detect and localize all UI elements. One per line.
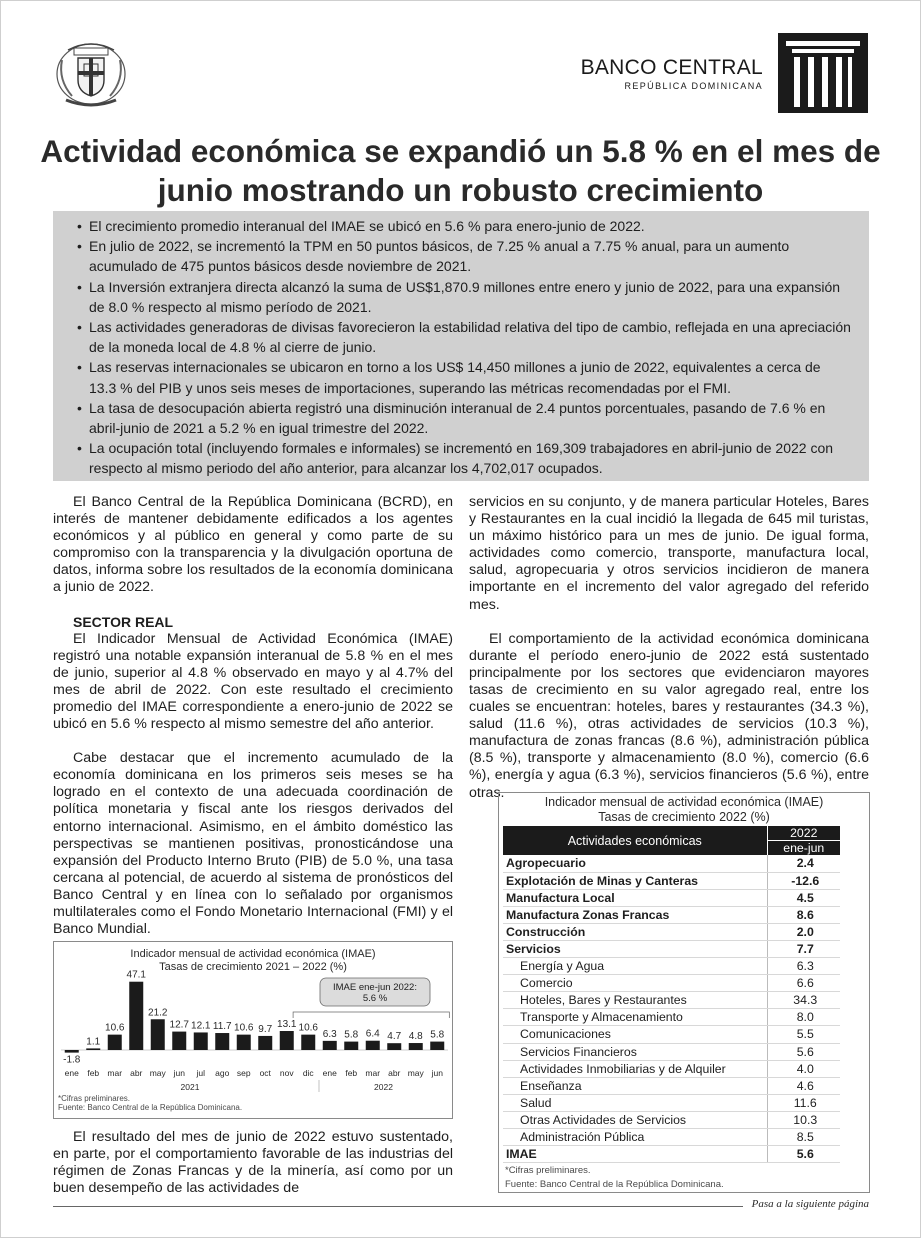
headline: Actividad económica se expandió un 5.8 % en el mes de junio mostrando un robusto crecimiento <box>40 133 881 208</box>
activity-value: 2.0 <box>767 923 840 940</box>
chart-title: Indicador mensual de actividad económica (IMAE) <box>130 948 376 960</box>
activity-name: Servicios Financieros <box>503 1043 767 1060</box>
table-row <box>503 1077 840 1094</box>
left-column-bottom <box>53 1129 453 1197</box>
chart-category-label: sep <box>236 1068 251 1078</box>
footer-rule <box>53 1206 743 1207</box>
chart-value-label: 10.6 <box>298 1022 318 1034</box>
chart-category-label: jul <box>196 1068 206 1078</box>
chart-bar <box>194 1032 208 1050</box>
activity-value: 4.6 <box>767 1077 840 1094</box>
highlight-item: • La ocupación total (incluyendo formales e informales) se incrementó en 169,309 trabajadores en abril-junio de 2022 con respecto al mismo periodo del año anterior, para alcanzar los 4,702,017 ocupados. <box>77 438 851 478</box>
chart-category-label: ago <box>215 1068 230 1078</box>
section-heading: SECTOR REAL <box>73 613 174 630</box>
chart-value-label: 6.3 <box>322 1028 337 1040</box>
table-subtitle: Tasas de crecimiento 2022 (%) <box>598 809 770 824</box>
chart-value-label: 47.1 <box>126 969 146 981</box>
chart-category-label: jun <box>431 1068 443 1078</box>
table-row <box>503 1129 840 1146</box>
chart-category-label: feb <box>345 1068 358 1078</box>
activity-name: Agropecuario <box>503 855 767 872</box>
chart-category-label: ene <box>64 1068 79 1078</box>
sectors-paragraph: El comportamiento de la actividad económica dominicana durante el período enero-junio de 2022 está sustentado principalmente por los sectores que evidenciaron mayores tasas de crecimiento en su valor agregado real, entre los cuales se encuentran: hoteles, bares y restaurantes (34.3 %), salud (11.6 %), otras actividades de servicios (10.3 %), manufactura de zonas francas (8.6 %), administración pública (8.5 %), transporte y almacenamiento (8.0 %), comercio (6.6 %), energía y agua (6.3 %), servicios financieros (5.6 %), entre otras. <box>469 630 869 801</box>
table-row <box>503 1009 840 1026</box>
header-period: ene-jun <box>767 841 840 856</box>
chart-category-label: jun <box>173 1068 185 1078</box>
activity-name: Transporte y Almacenamiento <box>503 1009 767 1026</box>
activity-value: 4.5 <box>767 889 840 906</box>
chart-value-label: 10.6 <box>105 1022 125 1034</box>
table-title: Indicador mensual de actividad económica (IMAE) <box>544 795 824 809</box>
header-activity: Actividades económicas <box>503 826 767 855</box>
activity-value: 7.7 <box>767 940 840 957</box>
chart-bar <box>65 1050 79 1053</box>
chart-bar <box>86 1048 100 1050</box>
chart-note: *Cifras preliminares. <box>58 1094 131 1103</box>
intro-paragraph: El Banco Central de la República Dominicana (BCRD), en interés de mantener debidamente edificados a los agentes económicos y al público en general y como parte de su compromiso con la transparencia y la divulgación oportuna de datos, informa sobre los resultados de la economía dominicana a junio de 2022. <box>53 494 453 596</box>
chart-annotation-bracket <box>293 1012 449 1018</box>
chart-category-label: may <box>407 1068 424 1078</box>
highlight-item: • La Inversión extranjera directa alcanzó la suma de US$1,870.9 millones entre enero y junio de 2022, para una expansión de 8.0 % respecto al mismo período de 2021. <box>77 277 851 317</box>
chart-value-label: 11.7 <box>212 1021 232 1033</box>
table-row <box>503 855 840 872</box>
next-page-note: Pasa a la siguiente página <box>751 1198 869 1210</box>
highlights-box <box>53 211 869 481</box>
activity-name: Comercio <box>503 975 767 992</box>
activity-value: 8.5 <box>767 1129 840 1146</box>
activity-value: 8.6 <box>767 906 840 923</box>
chart-category-label: mar <box>365 1068 381 1078</box>
chart-value-label: 13.1 <box>277 1019 297 1031</box>
activity-name: Manufactura Local <box>503 889 767 906</box>
table-source: Fuente: Banco Central de la República Dominicana. <box>505 1178 724 1190</box>
chart-value-label: 21.2 <box>148 1007 168 1019</box>
brand-wordmark <box>581 57 763 91</box>
left-column-top <box>53 494 453 938</box>
activity-name: Administración Pública <box>503 1129 767 1146</box>
chart-category-label: oct <box>259 1068 271 1078</box>
table-row <box>503 889 840 906</box>
table-row <box>503 1026 840 1043</box>
activity-value: 5.6 <box>767 1146 840 1163</box>
highlight-item: • Las reservas internacionales se ubicaron en torno a los US$ 14,450 millones a junio de 2022, equivalentes a cerca de 13.3 % del PIB y unos seis meses de importaciones, superando las métricas recomendadas por el FMI. <box>77 357 851 397</box>
highlight-item: • Las actividades generadoras de divisas favorecieron la estabilidad relativa del tipo de cambio, reflejada en una apreciación de la moneda local de 4.8 % al cierre de junio. <box>77 317 851 357</box>
activity-name: Enseñanza <box>503 1077 767 1094</box>
continued-paragraph: servicios en su conjunto, y de manera particular Hoteles, Bares y Restaurantes en la cual incidió la llegada de 645 mil turistas, un máximo histórico para un mes de junio. De igual forma, actividades como comercio, transporte, manufactura local, salud, agropecuaria y otros servicios incidieron de manera importante en el incremento del valor agregado del referido mes. <box>469 494 869 613</box>
activity-value: 4.0 <box>767 1060 840 1077</box>
chart-bar <box>430 1042 444 1050</box>
table-row <box>503 872 840 889</box>
chart-bar <box>323 1041 337 1050</box>
chart-value-label: 5.8 <box>430 1029 445 1041</box>
activity-name: Energía y Agua <box>503 958 767 975</box>
coat-of-arms-icon <box>50 30 132 112</box>
activity-name: Hoteles, Bares y Restaurantes <box>503 992 767 1009</box>
table-row <box>503 992 840 1009</box>
chart-value-label: 9.7 <box>258 1023 273 1035</box>
activity-name: Salud <box>503 1094 767 1111</box>
chart-category-label: dic <box>302 1068 314 1078</box>
chart-value-label: 10.6 <box>234 1022 254 1034</box>
imae-chart <box>53 941 453 1119</box>
chart-value-label: 12.1 <box>191 1020 211 1032</box>
activity-name: IMAE <box>503 1146 767 1163</box>
table-row <box>503 1060 840 1077</box>
chart-source: Fuente: Banco Central de la República Dominicana. <box>58 1103 243 1112</box>
chart-category-label: may <box>149 1068 166 1078</box>
highlight-item: • El crecimiento promedio interanual del IMAE se ubicó en 5.6 % para enero-junio de 2022. <box>77 216 851 236</box>
activity-value: 5.5 <box>767 1026 840 1043</box>
chart-bar <box>258 1036 272 1050</box>
activity-name: Manufactura Zonas Francas <box>503 906 767 923</box>
table-row <box>503 975 840 992</box>
chart-subtitle: Tasas de crecimiento 2021 – 2022 (%) <box>159 961 347 973</box>
activity-value: 8.0 <box>767 1009 840 1026</box>
table-row <box>503 958 840 975</box>
chart-value-label: 4.8 <box>408 1031 423 1043</box>
chart-category-label: mar <box>107 1068 123 1078</box>
table-row <box>503 940 840 957</box>
activity-name: Comunicaciones <box>503 1026 767 1043</box>
activity-value: 34.3 <box>767 992 840 1009</box>
activity-name: Actividades Inmobiliarias y de Alquiler <box>503 1060 767 1077</box>
bank-logo-icon <box>778 33 868 113</box>
activity-name: Otras Actividades de Servicios <box>503 1111 767 1128</box>
chart-category-label: abr <box>130 1068 143 1078</box>
context-paragraph: Cabe destacar que el incremento acumulado de la economía dominicana en los primeros seis meses se ha logrado en el contexto de una adecuada coordinación de política monetaria y fiscal ante los riesgos derivados del entorno internacional. Asimismo, en el ámbito doméstico las perspectivas se mantienen positivas, pronosticándose una expansión del Producto Interno Bruto (PIB) de 5.0 %, una tasa cercana al potencial, de acuerdo al sistema de pronósticos del Banco Central y en línea con lo señalado por organismos multilaterales como el Fondo Monetario Internacional (FMI) y el Banco Mundial. <box>53 750 453 938</box>
chart-bar <box>237 1035 251 1050</box>
highlight-item: • En julio de 2022, se incrementó la TPM en 50 puntos básicos, de 7.25 % anual a 7.75 % anual, para un aumento acumulado de 475 puntos básicos desde noviembre de 2021. <box>77 236 851 276</box>
chart-annotation-text: 5.6 % <box>362 993 388 1004</box>
chart-bar <box>280 1031 294 1050</box>
chart-value-label: 12.7 <box>169 1019 189 1031</box>
table-row <box>503 1094 840 1111</box>
activity-name: Construcción <box>503 923 767 940</box>
chart-value-label: 1.1 <box>86 1036 101 1048</box>
brand-name: BANCO CENTRAL <box>580 56 763 79</box>
chart-bar <box>108 1035 122 1050</box>
activity-name: Explotación de Minas y Canteras <box>503 872 767 889</box>
table-row <box>503 1043 840 1060</box>
chart-bar <box>215 1033 229 1050</box>
imae-table-box <box>498 792 870 1193</box>
chart-category-label: ene <box>322 1068 337 1078</box>
chart-year-label: 2022 <box>374 1082 393 1092</box>
table-row <box>503 923 840 940</box>
table-row <box>503 906 840 923</box>
chart-value-label: 4.7 <box>387 1031 402 1043</box>
highlight-item: • La tasa de desocupación abierta registró una disminución interanual de 2.4 puntos porcentuales, pasando de 7.6 % en abril-junio de 2021 a 5.2 % en igual trimestre del 2022. <box>77 398 851 438</box>
activity-value: 6.6 <box>767 975 840 992</box>
result-paragraph: El resultado del mes de junio de 2022 estuvo sustentado, en parte, por el comportamiento favorable de las industrias del régimen de Zonas Francas y de la minería, así como por un buen desempeño de las actividades de <box>53 1129 453 1197</box>
chart-year-label: 2021 <box>180 1082 200 1092</box>
right-column <box>469 494 869 802</box>
chart-annotation-text: IMAE ene-jun 2022: <box>333 982 417 993</box>
imae-table <box>503 826 840 1163</box>
activity-value: -12.6 <box>767 872 840 889</box>
chart-value-label: -1.8 <box>63 1054 81 1066</box>
table-row <box>503 1146 840 1163</box>
chart-category-label: abr <box>388 1068 401 1078</box>
chart-bar <box>172 1032 186 1050</box>
chart-value-label: 5.8 <box>344 1029 359 1041</box>
activity-value: 2.4 <box>767 855 840 872</box>
chart-bar <box>366 1041 380 1050</box>
chart-bar <box>129 982 143 1050</box>
activity-name: Servicios <box>503 940 767 957</box>
activity-value: 6.3 <box>767 958 840 975</box>
chart-bar <box>409 1043 423 1050</box>
imae-paragraph: El Indicador Mensual de Actividad Económica (IMAE) registró una notable expansión interanual de 5.8 % en el mes de junio, superior al 4.8 % observado en mayo y al 4.7% del mes de abril de 2022. Con este resultado el crecimiento promedio del IMAE correspondiente a enero-junio de 2022 se ubicó en 5.6 % respecto al mismo semestre del año anterior. <box>53 630 453 733</box>
brand-subtitle: REPÚBLICA DOMINICANA <box>624 81 763 91</box>
chart-bar <box>301 1035 315 1050</box>
table-note: *Cifras preliminares. <box>505 1165 591 1177</box>
chart-bar <box>387 1043 401 1050</box>
chart-bar <box>151 1019 165 1050</box>
chart-category-label: feb <box>87 1068 100 1078</box>
activity-value: 5.6 <box>767 1043 840 1060</box>
table-row <box>503 1111 840 1128</box>
activity-value: 10.3 <box>767 1111 840 1128</box>
chart-category-label: nov <box>279 1068 294 1078</box>
chart-value-label: 6.4 <box>365 1028 380 1040</box>
chart-bar <box>344 1042 358 1050</box>
activity-value: 11.6 <box>767 1094 840 1111</box>
header-year: 2022 <box>767 826 840 841</box>
